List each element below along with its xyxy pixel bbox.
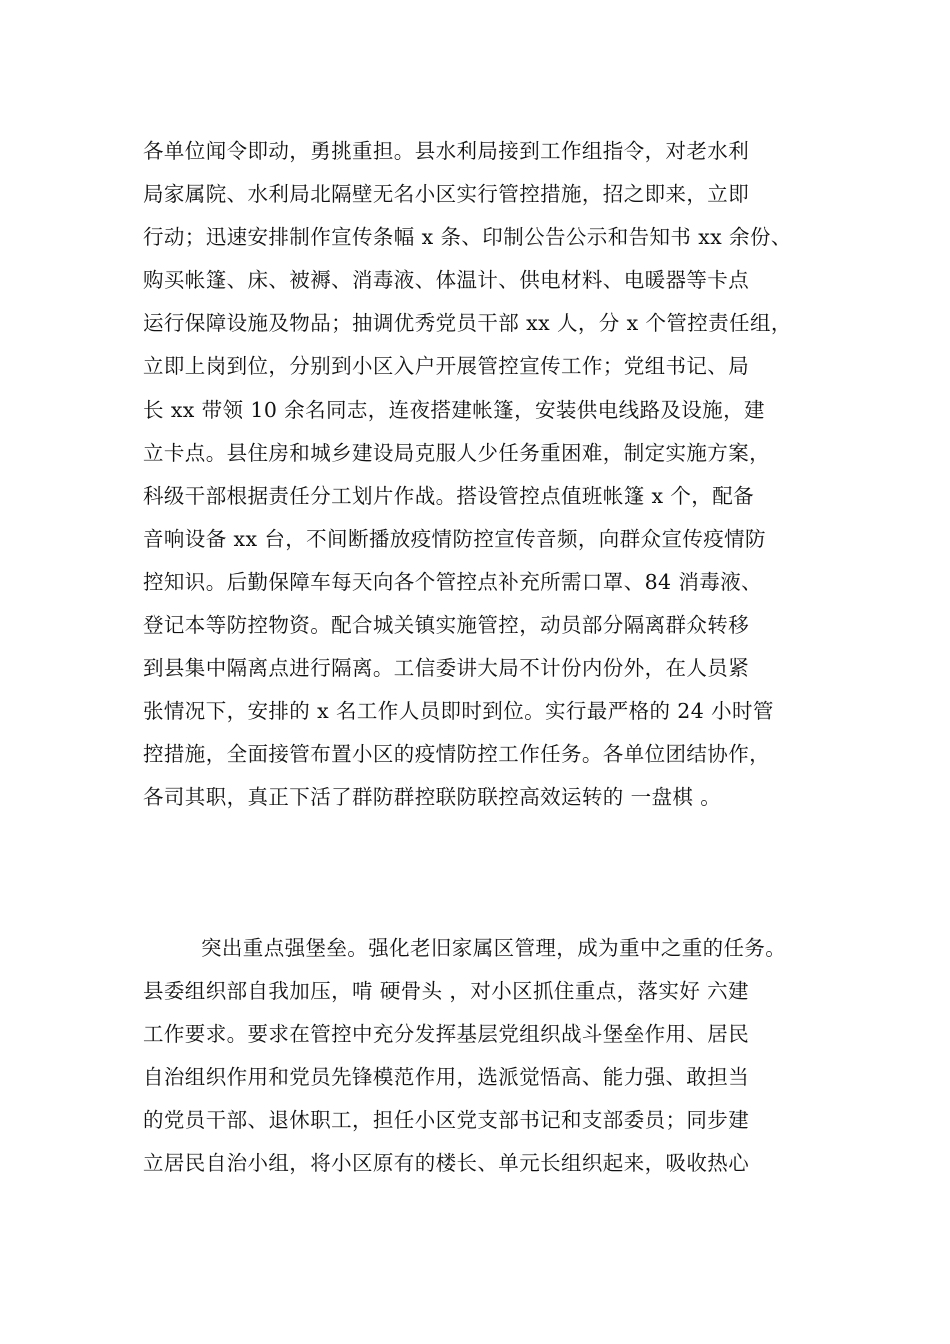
paragraph-line: 立居民自治小组，将小区原有的楼长、单元长组织起来，吸收热心 (143, 1151, 750, 1176)
paragraph-line: 长 xx 带领 10 余名同志，连夜搭建帐篷，安装供电线路及设施，建 (143, 397, 765, 422)
paragraph-line: 科级干部根据责任分工划片作战。搭设管控点值班帐篷 x 个，配备 (143, 483, 754, 508)
paragraph-line: 到县集中隔离点进行隔离。工信委讲大局不计份内份外，在人员紧 (143, 656, 750, 681)
paragraph-line: 购买帐篷、床、被褥、消毒液、体温计、供电材料、电暖器等卡点 (143, 268, 750, 293)
paragraph-line: 的党员干部、退休职工，担任小区党支部书记和支部委员；同步建 (143, 1108, 750, 1133)
paragraph-line: 工作要求。要求在管控中充分发挥基层党组织战斗堡垒作用、居民 (143, 1022, 750, 1047)
paragraph-line: 音响设备 xx 台，不间断播放疫情防控宣传音频，向群众宣传疫情防 (143, 526, 766, 551)
paragraph-line: 运行保障设施及物品；抽调优秀党员干部 xx 人，分 x 个管控责任组， (143, 311, 792, 336)
paragraph-line: 立卡点。县住房和城乡建设局克服人少任务重困难，制定实施方案， (143, 440, 770, 465)
paragraph-line: 张情况下，安排的 x 名工作人员即时到位。实行最严格的 24 小时管 (143, 699, 774, 724)
paragraph-line: 控措施，全面接管布置小区的疫情防控工作任务。各单位团结协作， (143, 742, 770, 767)
paragraph-first-line: 突出重点强堡垒。强化老旧家属区管理，成为重中之重的任务。 (201, 936, 787, 960)
paragraph-line: 行动；迅速安排制作宣传条幅 x 条、印制公告公示和告知书 xx 余份、 (143, 225, 792, 250)
paragraph-line: 各司其职，真正下活了群防群控联防联控高效运转的 一盘棋 。 (143, 785, 722, 810)
paragraph-work-response (143, 130, 823, 820)
paragraph-line: 控知识。后勤保障车每天向各个管控点补充所需口罩、84 消毒液、 (143, 569, 762, 594)
paragraph-line: 局家属院、水利局北隔壁无名小区实行管控措施，招之即来，立即 (143, 182, 750, 207)
paragraph-line: 立即上岗到位，分别到小区入户开展管控宣传工作；党组书记、局 (143, 354, 750, 379)
paragraph-line: 自治组织作用和党员先锋模范作用，选派觉悟高、能力强、敢担当 (143, 1065, 750, 1090)
paragraph-line: 各单位闻令即动，勇挑重担。县水利局接到工作组指令，对老水利 (143, 139, 750, 163)
paragraph-line: 县委组织部自我加压，啃 硬骨头 ，对小区抓住重点，落实好 六建 (143, 979, 749, 1004)
paragraph-key-points (143, 927, 823, 1186)
paragraph-line: 登记本等防控物资。配合城关镇实施管控，动员部分隔离群众转移 (143, 613, 750, 638)
